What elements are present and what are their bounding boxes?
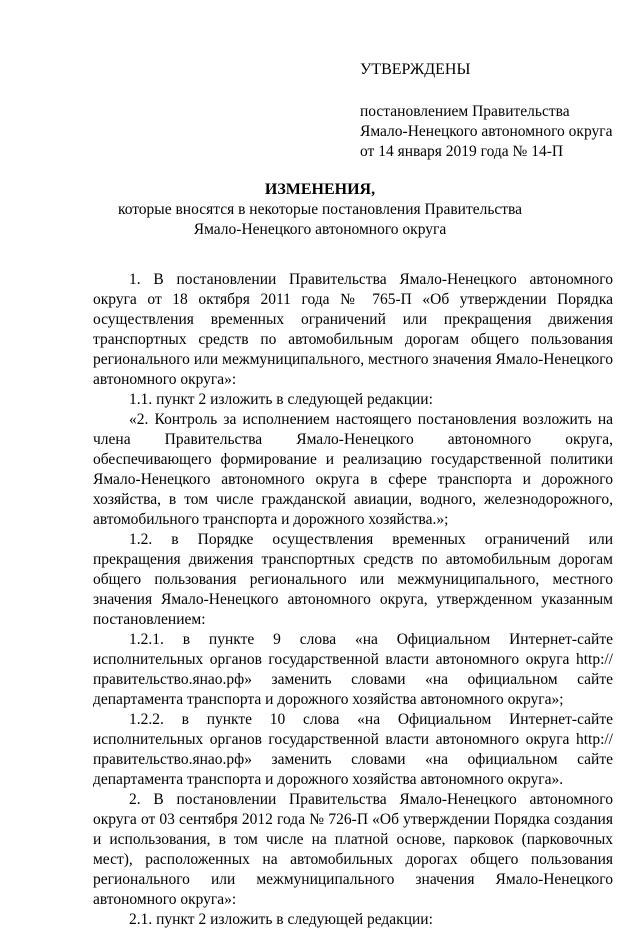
paragraph-1-2: 1.2. в Порядке осуществления временных ограничений или прекращения движения транспортных средств по автомобильным дорогам общего пользования регионального или межмуниципального, местного значения Ямало-Ненецкого автономного округа, утвержденном указанным постановлением: xyxy=(93,531,613,628)
document-subtitle-2: Ямало-Ненецкого автономного округа xyxy=(193,221,447,238)
paragraph-1-1: 1.1. пункт 2 изложить в следующей редакции: xyxy=(129,391,433,408)
document-subtitle-1: которые вносятся в некоторые постановления Правительства xyxy=(117,201,523,218)
approval-line-3: от 14 января 2019 года № 14-П xyxy=(360,143,564,160)
document-body xyxy=(93,270,613,930)
paragraph-1-2-1: 1.2.1. в пункте 9 слова «на Официальном Интернет-сайте исполнительных органов государственной власти автономного округа http://правительство.янао.рф» заменить словами «на официальном сайте департамента транспорта и дорожного хозяйства автономного округа»; xyxy=(93,631,613,708)
approval-block xyxy=(360,60,620,162)
approval-line-2: Ямало-Ненецкого автономного округа xyxy=(360,123,613,140)
paragraph-2: 2. В постановлении Правительства Ямало-Ненецкого автономного округа от 03 сентября 2012 года № 726-П «Об утверждении Порядка создания и использования, в том числе на платной основе, парковок (парковочных мест), расположенных на автомобильных дорогах общего пользования регионального или межмуниципального значения Ямало-Ненецкого автономного округа»: xyxy=(93,791,613,908)
paragraph-1: 1. В постановлении Правительства Ямало-Ненецкого автономного округа от 18 октября 2011 года № 765-П «Об утверждении Порядка осуществления временных ограничений или прекращения движения транспортных средств по автомобильным дорогам общего пользования регионального или межмуниципального, местного значения Ямало-Ненецкого автономного округа»: xyxy=(93,271,613,388)
paragraph-1-2-2: 1.2.2. в пункте 10 слова «на Официальном Интернет-сайте исполнительных органов государственной власти автономного округа http://правительство.янао.рф» заменить словами «на официальном сайте департамента транспорта и дорожного хозяйства автономного округа». xyxy=(93,711,613,788)
paragraph-2-1: 2.1. пункт 2 изложить в следующей редакции: xyxy=(129,911,433,928)
approval-line-1: постановлением Правительства xyxy=(360,103,570,120)
document-title: ИЗМЕНЕНИЯ, xyxy=(264,181,376,198)
title-block xyxy=(93,180,547,240)
approval-heading: УТВЕРЖДЕНЫ xyxy=(360,61,471,78)
paragraph-1-1-text: «2. Контроль за исполнением настоящего постановления возложить на члена Правительства Ямало-Ненецкого автономного округа, обеспечивающего формирование и реализацию государственной политики Ямало-Ненецкого автономного округа в сфере транспорта и дорожного хозяйства, в том числе гражданской авиации, водного, железнодорожного, автомобильного транспорта и дорожного хозяйства.»; xyxy=(93,411,613,528)
